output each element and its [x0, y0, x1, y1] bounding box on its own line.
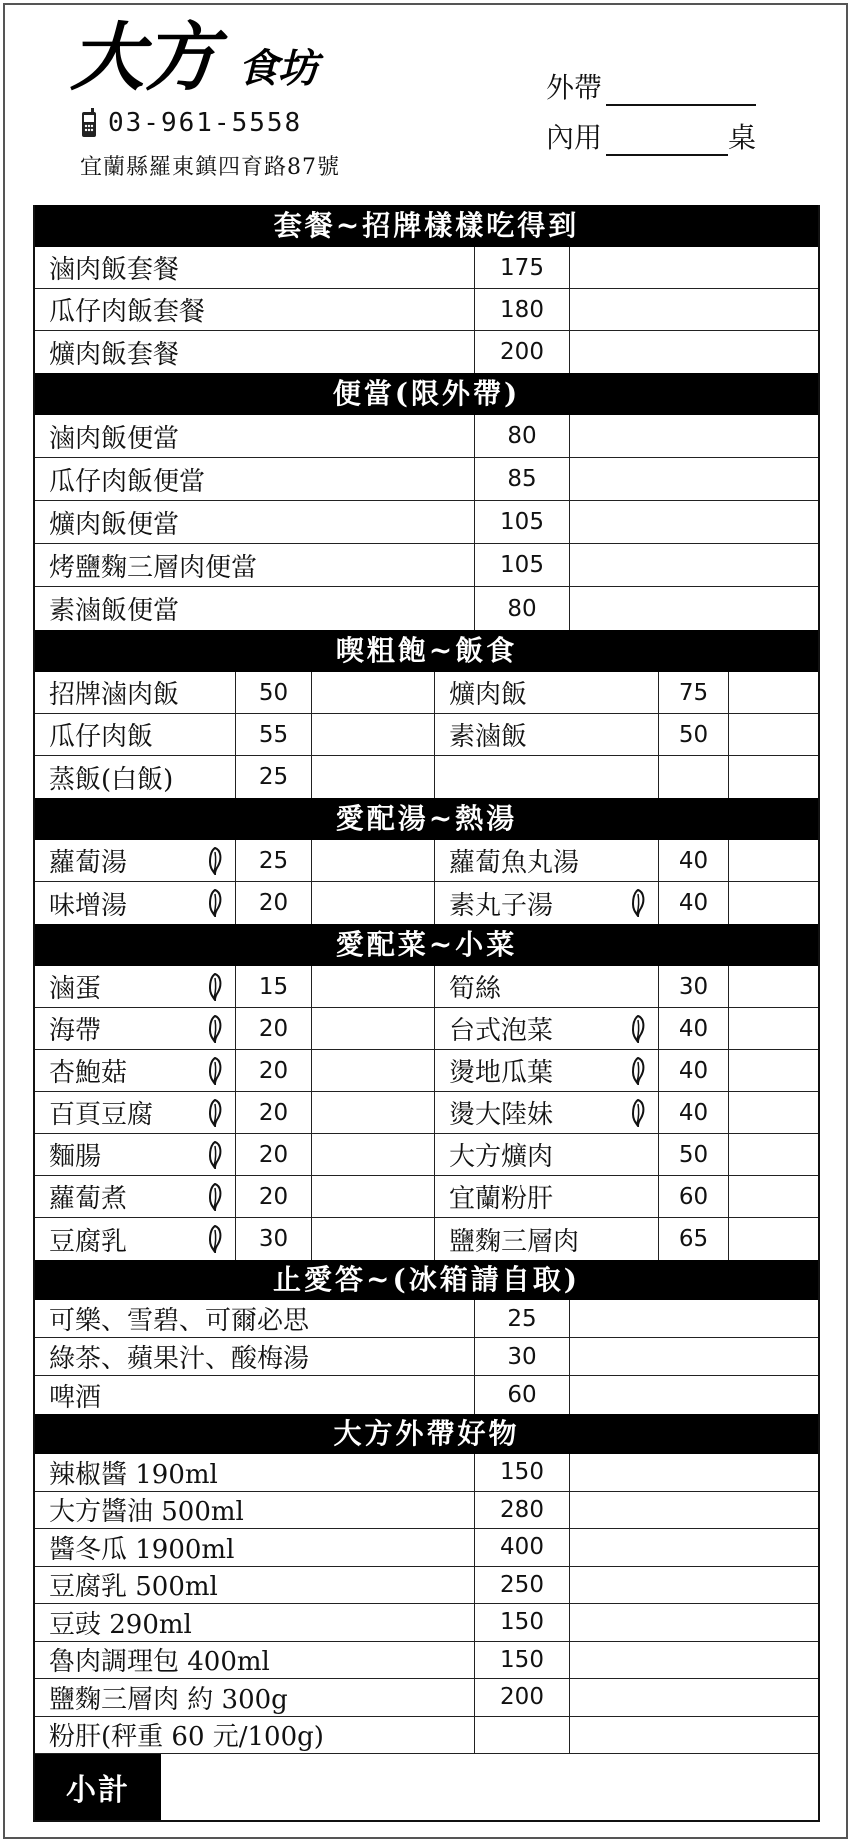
item-name: 招牌滷肉飯	[35, 672, 236, 713]
menu-row[interactable]	[35, 672, 818, 714]
item-name: 燙地瓜葉	[435, 1050, 659, 1091]
item-name: 可樂、雪碧、可爾必思	[35, 1300, 475, 1337]
menu-row[interactable]	[35, 1642, 818, 1680]
dinein-field[interactable]	[546, 116, 756, 156]
phone-text: 03-961-5558	[108, 108, 303, 138]
menu-row[interactable]	[35, 1300, 818, 1338]
quantity-cell[interactable]	[729, 714, 818, 755]
quantity-cell[interactable]	[729, 756, 818, 798]
quantity-cell[interactable]	[570, 331, 818, 373]
item-name	[435, 756, 659, 798]
menu-row[interactable]	[35, 501, 818, 544]
quantity-cell[interactable]	[729, 840, 818, 881]
quantity-cell[interactable]	[729, 1218, 818, 1260]
item-name: 鹽麴三層肉	[435, 1218, 659, 1260]
menu-row[interactable]	[35, 1604, 818, 1642]
menu-row[interactable]	[35, 1454, 818, 1492]
quantity-cell[interactable]	[729, 882, 818, 924]
goods-rows	[35, 1454, 818, 1754]
item-name: 麵腸	[35, 1134, 236, 1175]
subtotal-field[interactable]	[161, 1754, 818, 1820]
item-name: 啤酒	[35, 1376, 475, 1414]
item-name: 爌肉飯	[435, 672, 659, 713]
menu-row[interactable]	[35, 458, 818, 501]
item-name: 蘿蔔湯	[35, 840, 236, 881]
item-name: 海帶	[35, 1008, 236, 1049]
vegetarian-leaf-icon	[207, 973, 223, 1001]
menu-row[interactable]	[35, 1492, 818, 1530]
menu-row[interactable]	[35, 247, 818, 289]
quantity-cell[interactable]	[570, 415, 818, 457]
item-name: 蒸飯(白飯)	[35, 756, 236, 798]
phone-number	[80, 108, 302, 138]
item-name: 大方爌肉	[435, 1134, 659, 1175]
item-name: 豆豉 290ml	[35, 1604, 475, 1641]
vegetarian-leaf-icon	[207, 1057, 223, 1085]
menu-row[interactable]	[35, 289, 818, 331]
item-price: 200	[475, 1679, 570, 1716]
quantity-cell[interactable]	[729, 1176, 818, 1217]
item-price: 25	[475, 1300, 570, 1337]
item-price: 150	[475, 1642, 570, 1679]
svg-text:大方: 大方	[70, 15, 218, 101]
takeout-label: 外帶	[546, 71, 603, 104]
vegetarian-leaf-icon	[207, 1183, 223, 1211]
item-price: 50	[659, 1134, 729, 1175]
quantity-cell[interactable]	[570, 1454, 818, 1491]
item-name: 蘿蔔煮	[35, 1176, 236, 1217]
takeout-field[interactable]	[546, 66, 756, 106]
item-price	[475, 1717, 570, 1754]
item-price: 20	[236, 1176, 312, 1217]
menu-row[interactable]	[35, 1176, 818, 1218]
item-name: 滷肉飯套餐	[35, 247, 475, 288]
item-name: 滷肉飯便當	[35, 415, 475, 457]
item-price	[659, 756, 729, 798]
item-price: 25	[236, 756, 312, 798]
quantity-cell[interactable]	[570, 501, 818, 543]
menu-row[interactable]	[35, 1218, 818, 1260]
table-number-blank[interactable]	[606, 124, 728, 156]
quantity-cell[interactable]	[570, 587, 818, 630]
quantity-cell[interactable]	[312, 1218, 435, 1260]
item-price: 50	[236, 672, 312, 713]
takeout-blank[interactable]	[606, 74, 756, 106]
vegetarian-leaf-icon	[630, 1099, 646, 1127]
item-price: 40	[659, 1008, 729, 1049]
item-name: 鹽麴三層肉 約 300g	[35, 1679, 475, 1716]
item-price: 105	[475, 544, 570, 586]
item-name: 素滷飯	[435, 714, 659, 755]
item-price: 80	[475, 587, 570, 630]
menu-row[interactable]	[35, 1092, 818, 1134]
quantity-cell[interactable]	[312, 1176, 435, 1217]
item-name: 粉肝(秤重 60 元/100g)	[35, 1717, 475, 1754]
item-price: 30	[236, 1218, 312, 1260]
quantity-cell[interactable]	[729, 1008, 818, 1049]
item-price: 85	[475, 458, 570, 500]
item-name: 筍絲	[435, 966, 659, 1007]
quantity-cell[interactable]	[729, 672, 818, 713]
subtotal-row[interactable]	[35, 1754, 818, 1822]
menu-row[interactable]	[35, 1376, 818, 1414]
vegetarian-leaf-icon	[207, 1225, 223, 1253]
quantity-cell[interactable]	[570, 544, 818, 586]
item-name: 大方醬油 500ml	[35, 1492, 475, 1529]
item-price: 65	[659, 1218, 729, 1260]
menu-row[interactable]	[35, 1567, 818, 1605]
section-header-bento: 便當(限外帶)	[35, 373, 818, 415]
menu-row[interactable]	[35, 1679, 818, 1717]
quantity-cell[interactable]	[570, 1604, 818, 1641]
item-price: 20	[236, 1092, 312, 1133]
vegetarian-leaf-icon	[207, 889, 223, 917]
menu-row[interactable]	[35, 587, 818, 630]
order-form	[33, 205, 820, 1822]
item-name: 豆腐乳	[35, 1218, 236, 1260]
item-name: 素滷飯便當	[35, 587, 475, 630]
menu-row[interactable]	[35, 840, 818, 882]
section-header-side: 愛配菜~小菜	[35, 924, 818, 966]
item-price: 80	[475, 415, 570, 457]
item-price: 60	[475, 1376, 570, 1414]
item-price: 50	[659, 714, 729, 755]
quantity-cell[interactable]	[312, 966, 435, 1007]
quantity-cell[interactable]	[570, 458, 818, 500]
section-header-goods: 大方外帶好物	[35, 1414, 818, 1454]
shop-address: 宜蘭縣羅東鎮四育路87號	[80, 155, 340, 180]
quantity-cell[interactable]	[570, 1376, 818, 1414]
menu-row[interactable]	[35, 714, 818, 756]
item-name: 瓜仔肉飯便當	[35, 458, 475, 500]
section-header-drinks: 止愛答~(冰箱請自取)	[35, 1260, 818, 1300]
vegetarian-leaf-icon	[207, 1099, 223, 1127]
quantity-cell[interactable]	[570, 1642, 818, 1679]
vegetarian-leaf-icon	[630, 1057, 646, 1085]
item-name: 瓜仔肉飯	[35, 714, 236, 755]
item-name: 爌肉飯套餐	[35, 331, 475, 373]
menu-row[interactable]	[35, 756, 818, 798]
item-price: 400	[475, 1529, 570, 1566]
vegetarian-leaf-icon	[630, 1015, 646, 1043]
item-name: 烤鹽麴三層肉便當	[35, 544, 475, 586]
section-header-rice: 喫粗飽~飯食	[35, 630, 818, 672]
item-price: 25	[236, 840, 312, 881]
item-name: 滷蛋	[35, 966, 236, 1007]
menu-row[interactable]	[35, 1134, 818, 1176]
item-name: 台式泡菜	[435, 1008, 659, 1049]
item-price: 20	[236, 1134, 312, 1175]
quantity-cell[interactable]	[312, 882, 435, 924]
item-name: 素丸子湯	[435, 882, 659, 924]
quantity-cell[interactable]	[312, 1134, 435, 1175]
quantity-cell[interactable]	[312, 1092, 435, 1133]
vegetarian-leaf-icon	[207, 1141, 223, 1169]
item-name: 瓜仔肉飯套餐	[35, 289, 475, 330]
table-suffix: 桌	[728, 121, 757, 154]
menu-row[interactable]	[35, 1008, 818, 1050]
item-price: 20	[236, 1050, 312, 1091]
item-name: 蘿蔔魚丸湯	[435, 840, 659, 881]
item-price: 150	[475, 1604, 570, 1641]
quantity-cell[interactable]	[312, 672, 435, 713]
item-price: 30	[475, 1338, 570, 1375]
quantity-cell[interactable]	[570, 1300, 818, 1337]
quantity-cell[interactable]	[570, 1492, 818, 1529]
quantity-cell[interactable]	[729, 966, 818, 1007]
vegetarian-leaf-icon	[630, 889, 646, 917]
item-name: 杏鮑菇	[35, 1050, 236, 1091]
item-price: 15	[236, 966, 312, 1007]
quantity-cell[interactable]	[570, 289, 818, 330]
quantity-cell[interactable]	[570, 1338, 818, 1375]
item-price: 250	[475, 1567, 570, 1604]
menu-row[interactable]	[35, 966, 818, 1008]
item-name: 醬冬瓜 1900ml	[35, 1529, 475, 1566]
quantity-cell[interactable]	[570, 247, 818, 288]
section-header-set-meal: 套餐~招牌樣樣吃得到	[35, 205, 818, 247]
quantity-cell[interactable]	[312, 1050, 435, 1091]
menu-row[interactable]	[35, 882, 818, 924]
menu-row[interactable]	[35, 1529, 818, 1567]
menu-row[interactable]	[35, 1338, 818, 1376]
shop-logo	[70, 8, 335, 103]
item-price: 40	[659, 1092, 729, 1133]
item-price: 150	[475, 1454, 570, 1491]
item-price: 175	[475, 247, 570, 288]
quantity-cell[interactable]	[312, 756, 435, 798]
item-price: 200	[475, 331, 570, 373]
item-name: 豆腐乳 500ml	[35, 1567, 475, 1604]
dinein-label: 內用	[546, 121, 603, 154]
quantity-cell[interactable]	[312, 840, 435, 881]
item-price: 105	[475, 501, 570, 543]
item-name: 燙大陸妹	[435, 1092, 659, 1133]
quantity-cell[interactable]	[570, 1717, 818, 1754]
quantity-cell[interactable]	[570, 1567, 818, 1604]
soup-rows	[35, 840, 818, 924]
rice-rows	[35, 672, 818, 798]
item-price: 40	[659, 882, 729, 924]
menu-row[interactable]	[35, 331, 818, 373]
item-price: 40	[659, 840, 729, 881]
quantity-cell[interactable]	[729, 1050, 818, 1091]
subtotal-label: 小計	[35, 1754, 161, 1820]
section-header-soup: 愛配湯~熱湯	[35, 798, 818, 840]
item-name: 綠茶、蘋果汁、酸梅湯	[35, 1338, 475, 1375]
quantity-cell[interactable]	[729, 1092, 818, 1133]
quantity-cell[interactable]	[729, 1134, 818, 1175]
item-price: 55	[236, 714, 312, 755]
item-price: 30	[659, 966, 729, 1007]
item-price: 280	[475, 1492, 570, 1529]
item-price: 60	[659, 1176, 729, 1217]
quantity-cell[interactable]	[312, 714, 435, 755]
item-price: 180	[475, 289, 570, 330]
mobile-phone-icon	[80, 108, 98, 138]
vegetarian-leaf-icon	[207, 847, 223, 875]
item-price: 75	[659, 672, 729, 713]
item-price: 40	[659, 1050, 729, 1091]
item-name: 宜蘭粉肝	[435, 1176, 659, 1217]
quantity-cell[interactable]	[312, 1008, 435, 1049]
item-name: 辣椒醬 190ml	[35, 1454, 475, 1491]
item-name: 百頁豆腐	[35, 1092, 236, 1133]
quantity-cell[interactable]	[570, 1529, 818, 1566]
item-name: 爌肉飯便當	[35, 501, 475, 543]
menu-row[interactable]	[35, 544, 818, 587]
item-price: 20	[236, 1008, 312, 1049]
item-name: 魯肉調理包 400ml	[35, 1642, 475, 1679]
item-price: 20	[236, 882, 312, 924]
side-rows	[35, 966, 818, 1260]
menu-row[interactable]	[35, 1717, 818, 1755]
menu-row[interactable]	[35, 415, 818, 458]
menu-row[interactable]	[35, 1050, 818, 1092]
item-name: 味增湯	[35, 882, 236, 924]
quantity-cell[interactable]	[570, 1679, 818, 1716]
svg-text:食坊: 食坊	[238, 45, 318, 92]
vegetarian-leaf-icon	[207, 1015, 223, 1043]
